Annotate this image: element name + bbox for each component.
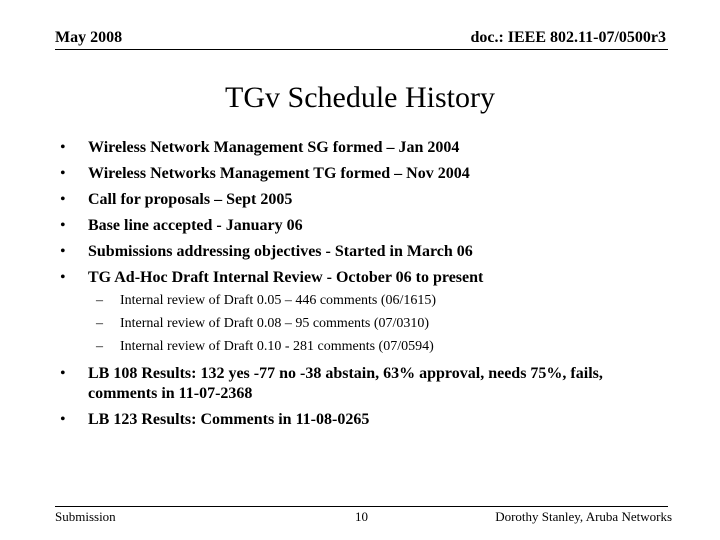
bullet-text: Base line accepted - January 06 — [88, 217, 303, 234]
bullet-dot-icon: • — [60, 411, 66, 428]
bullet-dot-icon: • — [60, 365, 66, 382]
bullet-text: LB 123 Results: Comments in 11-08-0265 — [88, 411, 370, 428]
bullet-dot-icon: • — [60, 191, 66, 208]
bullet-dot-icon: • — [60, 139, 66, 156]
dash-icon: – — [96, 316, 103, 331]
footer-submission: Submission — [55, 509, 116, 524]
slide-title: TGv Schedule History — [225, 81, 495, 114]
bullet-dot-icon: • — [60, 243, 66, 260]
bullet-dot-icon: • — [60, 269, 66, 286]
bullet-text: LB 108 Results: 132 yes -77 no -38 abstain, 63% approval, needs 75%, fails, comments in 11-07-2368 — [88, 365, 603, 402]
page-number: 10 — [355, 509, 368, 524]
bullet-text: TG Ad-Hoc Draft Internal Review - October 06 to present — [88, 269, 484, 286]
bullet-text: Submissions addressing objectives - Started in March 06 — [88, 243, 473, 260]
dash-icon: – — [96, 339, 103, 354]
footer-divider — [55, 506, 668, 507]
dash-icon: – — [96, 293, 103, 308]
footer-author: Dorothy Stanley, Aruba Networks — [495, 509, 672, 524]
sub-bullet-text: Internal review of Draft 0.05 – 446 comments (06/1615) — [120, 293, 437, 308]
bullet-dot-icon: • — [60, 217, 66, 234]
bullet-text: Wireless Network Management SG formed – Jan 2004 — [88, 139, 460, 156]
sub-bullet-text: Internal review of Draft 0.10 - 281 comments (07/0594) — [120, 339, 434, 354]
bullet-dot-icon: • — [60, 165, 66, 182]
sub-bullet-text: Internal review of Draft 0.08 – 95 comments (07/0310) — [120, 316, 430, 331]
bullet-text: Wireless Networks Management TG formed – Nov 2004 — [88, 165, 470, 182]
header-doc-id: doc.: IEEE 802.11-07/0500r3 — [470, 29, 666, 46]
header-date: May 2008 — [55, 29, 123, 46]
bullet-text: Call for proposals – Sept 2005 — [88, 191, 293, 208]
